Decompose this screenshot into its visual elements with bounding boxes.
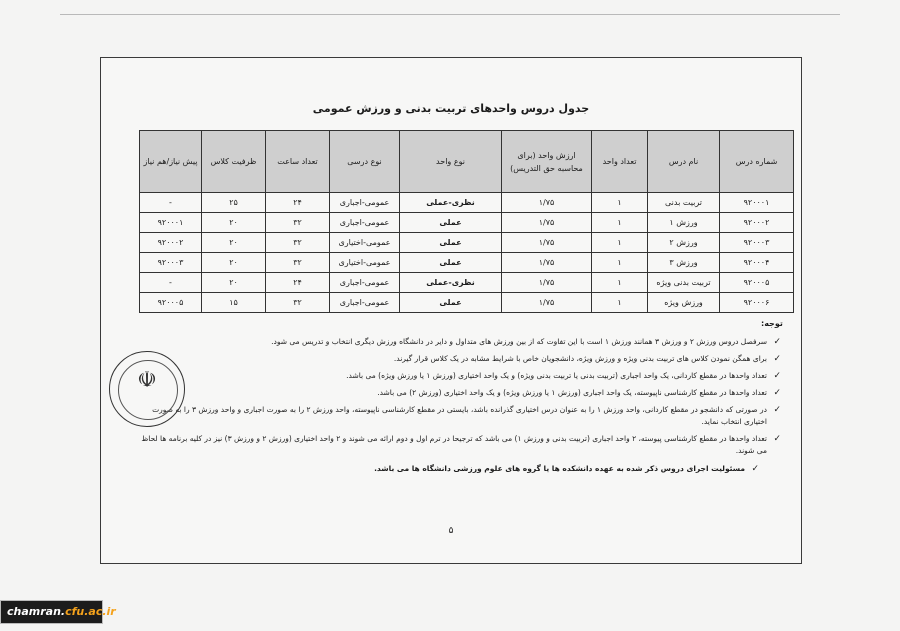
cell-unit-count: ۱	[592, 293, 648, 313]
courses-table	[139, 130, 794, 313]
page-title: جدول دروس واحدهای تربیت بدنی و ورزش عمومی	[312, 102, 590, 115]
watermark-prefix: chamran.	[7, 605, 66, 618]
check-icon: ✓	[773, 337, 781, 347]
cell-unit-type: نظری-عملی	[400, 193, 502, 213]
note-text: در صورتی که دانشجو در مقطع کاردانی، واحد ورزش ۱ را به عنوان درس اختیاری گذرانده باشد، بایستی در مقطع کارشناسی ناپیوسته، واحد ورزش ۲ را به صورت اجباری و واحد ورزش ۳ را به صورت اختیاری انتخاب نماید.	[152, 405, 767, 426]
header-prerequisite: پیش نیاز/هم نیاز	[140, 131, 202, 193]
cell-capacity: ۲۰	[202, 253, 266, 273]
table-row	[140, 193, 794, 213]
table-header-row	[140, 131, 794, 193]
cell-unit-count: ۱	[592, 253, 648, 273]
header-course-number: شماره درس	[720, 131, 794, 193]
cell-capacity: ۲۰	[202, 273, 266, 293]
cell-unit-count: ۱	[592, 233, 648, 253]
note-text: برای همگن نمودن کلاس های تربیت بدنی ویژه و ورزش ویژه، دانشجویان خاص با شرایط مشابه در یک کلاس قرار گیرند.	[393, 354, 767, 363]
watermark-text	[7, 605, 116, 618]
official-seal-icon	[109, 351, 185, 427]
table-row	[140, 233, 794, 253]
cell-hours: ۲۴	[266, 193, 330, 213]
header-course-type: نوع درسی	[330, 131, 400, 193]
cell-unit-count: ۱	[592, 193, 648, 213]
cell-unit-count: ۱	[592, 213, 648, 233]
cell-course-type: عمومی-اختیاری	[330, 233, 400, 253]
cell-unit-value: ۱/۷۵	[502, 253, 592, 273]
header-unit-value: ارزش واحد (برای محاسبه حق التدریس)	[502, 131, 592, 193]
cell-course-type: عمومی-اجباری	[330, 293, 400, 313]
cell-capacity: ۱۵	[202, 293, 266, 313]
note-item	[141, 404, 781, 428]
note-text: تعداد واحدها در مقطع کاردانی، یک واحد اجباری (تربیت بدنی یا تربیت بدنی ویژه) و یک واحد اختیاری (ورزش ۱ یا ورزش ویژه) می باشد.	[346, 371, 767, 380]
cell-course-number: ۹۲۰۰۰۱	[720, 193, 794, 213]
cell-hours: ۳۲	[266, 253, 330, 273]
cell-prerequisite: ۹۲۰۰۰۲	[140, 233, 202, 253]
table-row	[140, 273, 794, 293]
cell-course-number: ۹۲۰۰۰۲	[720, 213, 794, 233]
note-item	[141, 336, 781, 348]
header-course-name: نام درس	[648, 131, 720, 193]
cell-unit-value: ۱/۷۵	[502, 193, 592, 213]
note-item	[141, 433, 781, 457]
notes-label: توجه:	[761, 319, 783, 328]
cell-course-name: ورزش ۱	[648, 213, 720, 233]
header-hours: تعداد ساعت	[266, 131, 330, 193]
cell-course-number: ۹۲۰۰۰۶	[720, 293, 794, 313]
cell-prerequisite: -	[140, 193, 202, 213]
check-icon: ✓	[773, 405, 781, 415]
cell-prerequisite: ۹۲۰۰۰۳	[140, 253, 202, 273]
cell-capacity: ۲۰	[202, 233, 266, 253]
cell-unit-value: ۱/۷۵	[502, 293, 592, 313]
cell-course-type: عمومی-اختیاری	[330, 253, 400, 273]
cell-course-type: عمومی-اجباری	[330, 193, 400, 213]
table-row	[140, 253, 794, 273]
cell-course-name: ورزش ویژه	[648, 293, 720, 313]
cell-course-number: ۹۲۰۰۰۴	[720, 253, 794, 273]
cell-course-name: تربیت بدنی	[648, 193, 720, 213]
cell-hours: ۳۲	[266, 213, 330, 233]
notes-list	[141, 336, 781, 480]
cell-course-type: عمومی-اجباری	[330, 213, 400, 233]
cell-prerequisite: ۹۲۰۰۰۱	[140, 213, 202, 233]
cell-capacity: ۲۵	[202, 193, 266, 213]
document-page	[100, 57, 802, 564]
cell-unit-value: ۱/۷۵	[502, 233, 592, 253]
cell-unit-count: ۱	[592, 273, 648, 293]
cell-unit-value: ۱/۷۵	[502, 213, 592, 233]
cell-unit-type: عملی	[400, 253, 502, 273]
cell-hours: ۳۲	[266, 233, 330, 253]
cell-hours: ۳۲	[266, 293, 330, 313]
cell-unit-type: عملی	[400, 213, 502, 233]
note-item	[141, 387, 781, 399]
header-unit-type: نوع واحد	[400, 131, 502, 193]
note-text: مسئولیت اجرای دروس ذکر شده به عهده دانشکده ها یا گروه های علوم ورزشی دانشگاه ها می باشد.	[374, 464, 745, 473]
cell-course-type: عمومی-اجباری	[330, 273, 400, 293]
cell-course-name: ورزش ۳	[648, 253, 720, 273]
watermark-domain: cfu.ac.ir	[65, 605, 116, 618]
check-icon: ✓	[751, 464, 759, 474]
cell-course-name: تربیت بدنی ویژه	[648, 273, 720, 293]
check-icon: ✓	[773, 371, 781, 381]
cell-course-number: ۹۲۰۰۰۵	[720, 273, 794, 293]
cell-course-number: ۹۲۰۰۰۳	[720, 233, 794, 253]
cell-course-name: ورزش ۲	[648, 233, 720, 253]
emblem-icon: ☫	[137, 368, 157, 393]
note-text: تعداد واحدها در مقطع کارشناسی ناپیوسته، یک واحد اجباری (ورزش ۱ یا ورزش ویژه) و یک واحد اختیاری (ورزش ۲) می باشد.	[377, 388, 767, 397]
check-icon: ✓	[773, 354, 781, 364]
cell-hours: ۲۴	[266, 273, 330, 293]
note-text: تعداد واحدها در مقطع کارشناسی پیوسته، ۲ واحد اجباری (تربیت بدنی و ورزش ۱) می باشد که ترجیحا در ترم اول و دوم ارائه می شوند و ۲ واحد اختیاری (ورزش ۲ و ورزش ۳) نیز در کلیه برنامه ها لحاظ می شوند.	[141, 434, 767, 455]
table-row	[140, 213, 794, 233]
cell-unit-type: عملی	[400, 293, 502, 313]
cell-capacity: ۲۰	[202, 213, 266, 233]
cell-unit-type: نظری-عملی	[400, 273, 502, 293]
check-icon: ✓	[773, 434, 781, 444]
cell-prerequisite: ۹۲۰۰۰۵	[140, 293, 202, 313]
note-text: سرفصل دروس ورزش ۲ و ورزش ۳ همانند ورزش ۱ است با این تفاوت که از بین ورزش های متداول و دایر در دانشگاه ورزش دیگری انتخاب و تدریس می شود.	[271, 337, 767, 346]
page-number: ۵	[448, 526, 454, 536]
cell-unit-type: عملی	[400, 233, 502, 253]
table-row	[140, 293, 794, 313]
note-item	[141, 370, 781, 382]
top-divider	[60, 14, 840, 15]
check-icon: ✓	[773, 388, 781, 398]
note-item	[141, 353, 781, 365]
site-watermark	[0, 600, 116, 624]
cell-unit-value: ۱/۷۵	[502, 273, 592, 293]
header-unit-count: تعداد واحد	[592, 131, 648, 193]
cell-prerequisite: -	[140, 273, 202, 293]
header-capacity: ظرفیت کلاس	[202, 131, 266, 193]
note-item	[141, 463, 781, 475]
